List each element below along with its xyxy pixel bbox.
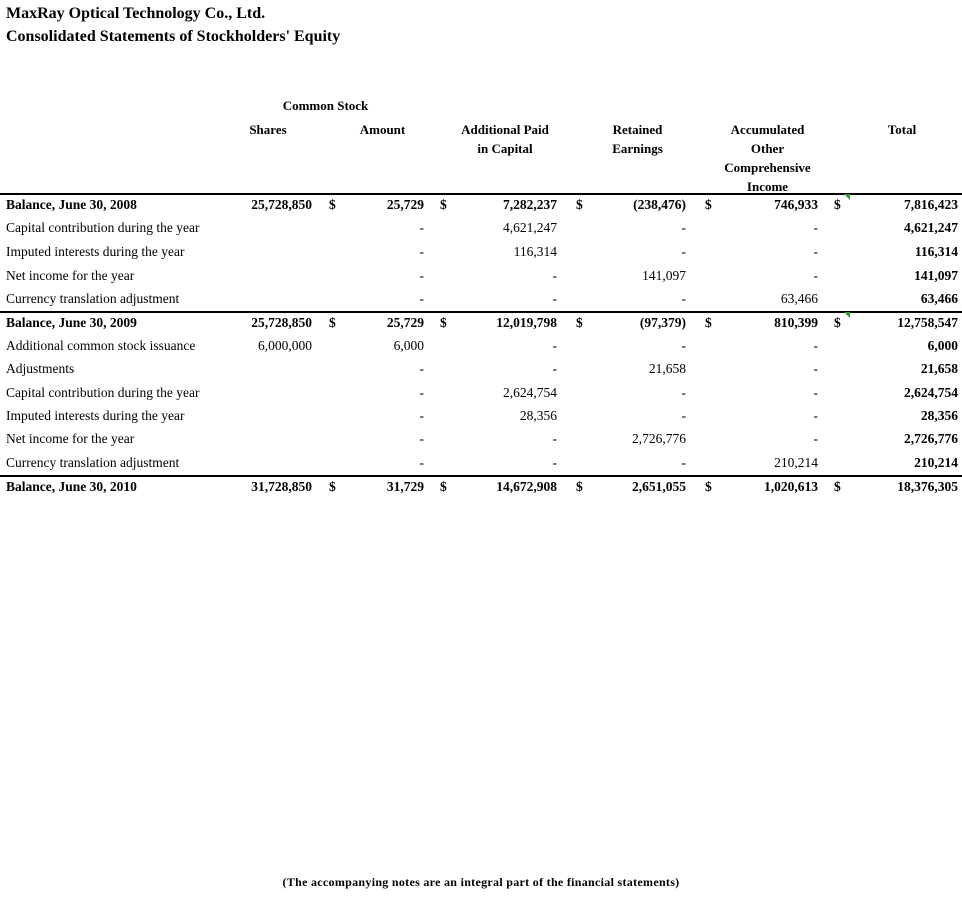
cell-total: 116,314 xyxy=(914,244,958,259)
footer-note: (The accompanying notes are an integral part of the financial statements) xyxy=(282,875,680,889)
dollar-sign: $ xyxy=(440,479,447,494)
table-row xyxy=(0,216,962,239)
header-aoci xyxy=(705,120,830,196)
cell-retained: 21,658 xyxy=(648,361,686,376)
table-row xyxy=(0,357,962,380)
cell-apic: - xyxy=(552,455,557,470)
row-label: Net income for the year xyxy=(6,431,135,446)
cell-retained: - xyxy=(681,385,686,400)
cell-comment-marker xyxy=(844,312,850,318)
cell-amount: 6,000 xyxy=(393,338,424,353)
row-label: Imputed interests during the year xyxy=(6,244,185,259)
cell-aoci: - xyxy=(813,408,818,423)
dollar-sign: $ xyxy=(576,197,583,212)
cell-retained: 2,651,055 xyxy=(632,479,686,494)
cell-shares: 31,728,850 xyxy=(251,479,312,494)
cell-apic: - xyxy=(552,361,557,376)
row-label: Capital contribution during the year xyxy=(6,220,200,235)
cell-shares: 25,728,850 xyxy=(251,315,312,330)
company-name: MaxRay Optical Technology Co., Ltd. xyxy=(6,5,266,22)
cell-amount: - xyxy=(419,268,424,283)
cell-apic: 4,621,247 xyxy=(503,220,557,235)
table-row xyxy=(0,427,962,450)
cell-aoci: - xyxy=(813,385,818,400)
cell-retained: - xyxy=(681,455,686,470)
cell-aoci: - xyxy=(813,244,818,259)
table-row xyxy=(0,264,962,287)
cell-amount: 31,729 xyxy=(386,479,424,494)
header-retained-line2: Earnings xyxy=(612,141,663,156)
rule-2008 xyxy=(0,193,962,195)
table-row xyxy=(0,240,962,263)
cell-apic: - xyxy=(552,268,557,283)
table-row xyxy=(0,287,962,310)
cell-apic: - xyxy=(552,291,557,306)
cell-apic: 28,356 xyxy=(519,408,557,423)
cell-total: 2,624,754 xyxy=(904,385,958,400)
header-aoci-line3: Comprehensive xyxy=(724,160,811,175)
row-label: Balance, June 30, 2008 xyxy=(6,197,137,212)
cell-apic: 14,672,908 xyxy=(496,479,557,494)
cell-apic: 7,282,237 xyxy=(503,197,557,212)
cell-apic: 2,624,754 xyxy=(503,385,557,400)
cell-total: 18,376,305 xyxy=(897,479,958,494)
dollar-sign: $ xyxy=(705,315,712,330)
cell-aoci: - xyxy=(813,431,818,446)
table-row xyxy=(0,451,962,474)
header-apic xyxy=(440,120,570,158)
table-row xyxy=(0,193,962,216)
dollar-sign: $ xyxy=(576,315,583,330)
header-common-stock: Common Stock xyxy=(282,98,369,113)
dollar-sign: $ xyxy=(329,315,336,330)
cell-aoci: 210,214 xyxy=(774,455,818,470)
cell-retained: - xyxy=(681,220,686,235)
row-label: Balance, June 30, 2009 xyxy=(6,315,137,330)
cell-amount: - xyxy=(419,385,424,400)
cell-amount: - xyxy=(419,408,424,423)
table-row xyxy=(0,475,962,498)
header-amount: Amount xyxy=(359,122,406,137)
header-shares: Shares xyxy=(249,122,287,137)
header-retained xyxy=(590,120,685,158)
cell-amount: - xyxy=(419,244,424,259)
row-label: Adjustments xyxy=(6,361,75,376)
row-label: Currency translation adjustment xyxy=(6,455,180,470)
cell-total: 63,466 xyxy=(920,291,958,306)
table-row xyxy=(0,311,962,334)
cell-aoci: 63,466 xyxy=(780,291,818,306)
cell-total: 7,816,423 xyxy=(904,197,958,212)
cell-amount: - xyxy=(419,431,424,446)
dollar-sign: $ xyxy=(329,197,336,212)
row-label: Balance, June 30, 2010 xyxy=(6,479,137,494)
statement-title: Consolidated Statements of Stockholders' Equity xyxy=(6,28,341,45)
header-aoci-line2: Other xyxy=(750,141,785,156)
table-row xyxy=(0,404,962,427)
header-aoci-line4: Income xyxy=(746,179,789,194)
header-aoci-line1: Accumulated xyxy=(730,122,805,137)
cell-aoci: 1,020,613 xyxy=(764,479,818,494)
cell-total: 28,356 xyxy=(920,408,958,423)
dollar-sign: $ xyxy=(329,479,336,494)
cell-total: 12,758,547 xyxy=(897,315,958,330)
row-label: Currency translation adjustment xyxy=(6,291,180,306)
cell-total: 6,000 xyxy=(927,338,958,353)
cell-total: 2,726,776 xyxy=(904,431,958,446)
cell-retained: - xyxy=(681,244,686,259)
cell-amount: - xyxy=(419,361,424,376)
cell-retained: - xyxy=(681,291,686,306)
cell-shares: 25,728,850 xyxy=(251,197,312,212)
cell-amount: 25,729 xyxy=(386,197,424,212)
header-apic-line2: in Capital xyxy=(477,141,533,156)
cell-apic: 12,019,798 xyxy=(496,315,557,330)
rule-2010 xyxy=(0,475,962,477)
cell-total: 210,214 xyxy=(914,455,958,470)
table-row xyxy=(0,381,962,404)
dollar-sign: $ xyxy=(705,197,712,212)
cell-apic: - xyxy=(552,431,557,446)
cell-aoci: - xyxy=(813,268,818,283)
cell-aoci: - xyxy=(813,361,818,376)
cell-amount: - xyxy=(419,455,424,470)
cell-amount: - xyxy=(419,291,424,306)
dollar-sign: $ xyxy=(834,197,841,212)
rule-2009 xyxy=(0,311,962,313)
header-apic-line1: Additional Paid xyxy=(461,122,549,137)
cell-apic: 116,314 xyxy=(513,244,557,259)
header-total: Total xyxy=(887,122,917,137)
cell-comment-marker xyxy=(844,194,850,200)
dollar-sign: $ xyxy=(834,315,841,330)
table-row xyxy=(0,334,962,357)
cell-total: 21,658 xyxy=(920,361,958,376)
cell-retained: (97,379) xyxy=(639,315,686,330)
dollar-sign: $ xyxy=(440,315,447,330)
cell-apic: - xyxy=(552,338,557,353)
cell-aoci: - xyxy=(813,338,818,353)
header-retained-line1: Retained xyxy=(612,122,663,137)
cell-amount: - xyxy=(419,220,424,235)
row-label: Additional common stock issuance xyxy=(6,338,196,353)
dollar-sign: $ xyxy=(705,479,712,494)
row-label: Imputed interests during the year xyxy=(6,408,185,423)
cell-retained: - xyxy=(681,408,686,423)
cell-shares: 6,000,000 xyxy=(258,338,312,353)
cell-amount: 25,729 xyxy=(386,315,424,330)
cell-retained: 2,726,776 xyxy=(632,431,686,446)
dollar-sign: $ xyxy=(576,479,583,494)
cell-total: 141,097 xyxy=(914,268,958,283)
cell-retained: (238,476) xyxy=(633,197,686,212)
cell-retained: 141,097 xyxy=(642,268,686,283)
cell-aoci: - xyxy=(813,220,818,235)
dollar-sign: $ xyxy=(440,197,447,212)
dollar-sign: $ xyxy=(834,479,841,494)
cell-total: 4,621,247 xyxy=(904,220,958,235)
cell-retained: - xyxy=(681,338,686,353)
cell-aoci: 810,399 xyxy=(774,315,818,330)
cell-aoci: 746,933 xyxy=(774,197,818,212)
row-label: Net income for the year xyxy=(6,268,135,283)
row-label: Capital contribution during the year xyxy=(6,385,200,400)
